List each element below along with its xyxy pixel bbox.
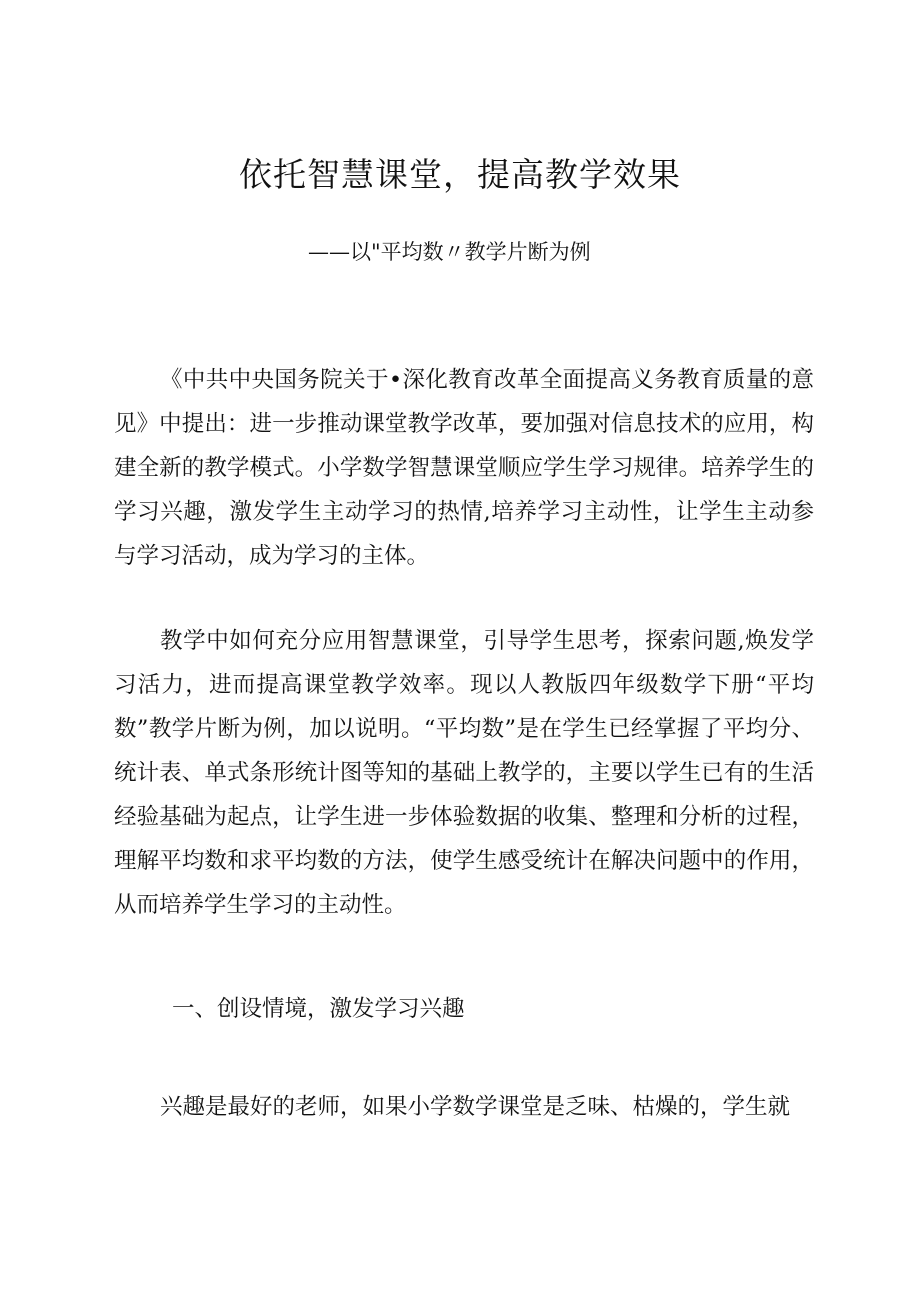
document-title: 依托智慧课堂，提高教学效果 <box>239 155 681 194</box>
section-paragraph: 兴趣是最好的老师，如果小学数学课堂是乏味、枯燥的，学生就 <box>160 1094 791 1120</box>
paragraph-1-text: 《中共中央国务院关于•深化教育改革全面提高义务教育质量的意见》中提出：进一步推动课堂教学改革，要加强对信息技术的应用，构建全新的教学模式。小学数学智慧课堂顺应学生学习规律。培养学生的学习兴趣，激发学生主动学习的热情,培养学习主动性，让学生主动参与学习活动，成为学习的主体。 <box>114 367 814 569</box>
paragraph-2-text: 教学中如何充分应用智慧课堂，引导学生思考，探索问题,焕发学习活力，进而提高课堂教学效率。现以人教版四年级数学下册“平均数”教学片断为例，加以说明。“平均数”是在学生已经掌握了平均分、统计表、单式条形统计图等知的基础上教学的，主要以学生已有的生活经验基础为起点，让学生进一步体验数据的收集、整理和分析的过程，理解平均数和求平均数的方法，使学生感受统计在解决问题中的作用，从而培养学生学习的主动性。 <box>114 628 814 918</box>
paragraph-2 <box>114 619 814 927</box>
section-heading: 一、创设情境，激发学习兴趣 <box>172 996 465 1022</box>
paragraph-1 <box>114 358 814 578</box>
document-subtitle: ——以"平均数〃教学片断为例 <box>308 240 591 264</box>
